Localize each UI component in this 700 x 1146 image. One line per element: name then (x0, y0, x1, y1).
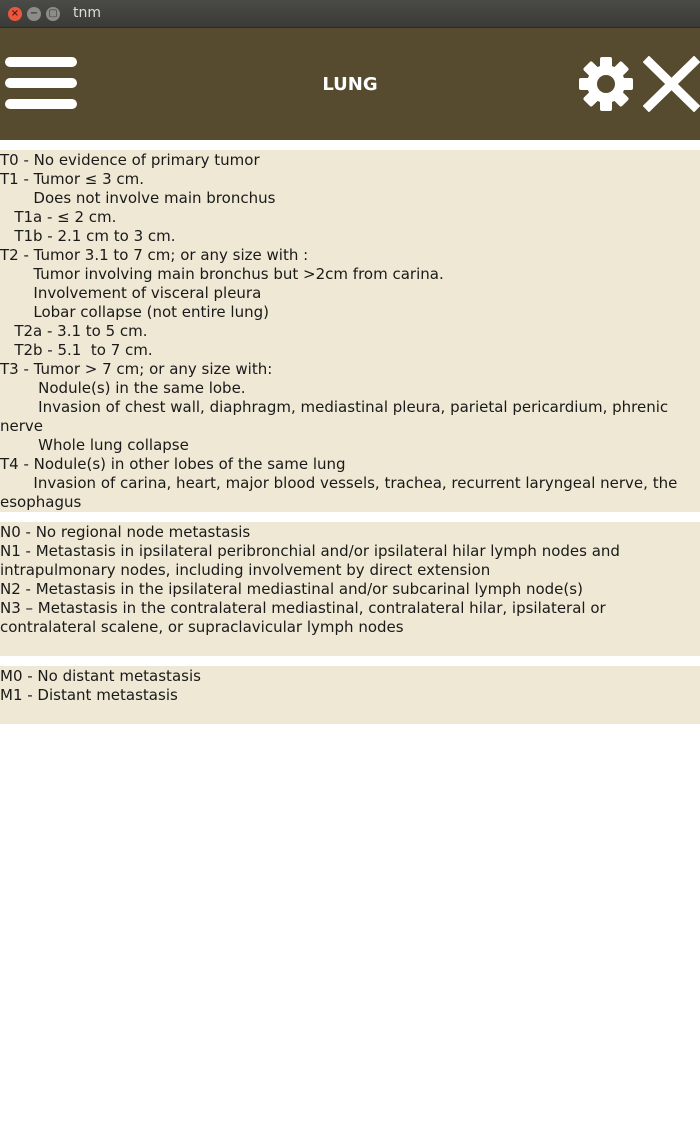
tumor-line: Does not involve main bronchus (0, 189, 276, 207)
tumor-line: T1a - ≤ 2 cm. (0, 208, 117, 226)
tumor-section (0, 150, 700, 512)
window-title: tnm (73, 5, 101, 21)
tumor-line: T1b - 2.1 cm to 3 cm. (0, 227, 176, 245)
metastasis-line: M0 - No distant metastasis (0, 667, 201, 685)
node-line: N2 - Metastasis in the ipsilateral mediastinal and/or subcarinal lymph node(s) (0, 580, 583, 598)
metastasis-section (0, 666, 700, 724)
gear-icon[interactable] (578, 56, 634, 112)
close-icon[interactable] (643, 56, 700, 112)
metastasis-line: M1 - Distant metastasis (0, 686, 178, 704)
window-titlebar (0, 0, 700, 28)
tumor-line: Whole lung collapse (0, 436, 189, 454)
tumor-line: T3 - Tumor > 7 cm; or any size with: (0, 360, 273, 378)
window-minimize-button[interactable]: − (27, 7, 41, 21)
tumor-line: Nodule(s) in the same lobe. (0, 379, 246, 397)
window-maximize-button[interactable]: ▢ (46, 7, 60, 21)
node-line: N1 - Metastasis in ipsilateral peribronchial and/or ipsilateral hilar lymph nodes and intrapulmonary nodes, including involvement by direct extension (0, 542, 625, 579)
menu-icon[interactable] (5, 56, 77, 110)
window-close-button[interactable]: × (8, 7, 22, 21)
app-header (0, 28, 700, 140)
tumor-line: T2 - Tumor 3.1 to 7 cm; or any size with : (0, 246, 309, 264)
node-line: N3 – Metastasis in the contralateral mediastinal, contralateral hilar, ipsilateral or contralateral scalene, or supraclavicular lymph nodes (0, 599, 611, 636)
tumor-line: Invasion of chest wall, diaphragm, mediastinal pleura, parietal pericardium, phrenic nerve (0, 398, 673, 435)
tumor-line: Tumor involving main bronchus but >2cm from carina. (0, 265, 444, 283)
node-line: N0 - No regional node metastasis (0, 523, 251, 541)
node-section (0, 522, 700, 656)
tumor-line: Involvement of visceral pleura (0, 284, 262, 302)
tumor-line: T0 - No evidence of primary tumor (0, 151, 260, 169)
tumor-line: T2a - 3.1 to 5 cm. (0, 322, 148, 340)
tumor-line: T1 - Tumor ≤ 3 cm. (0, 170, 145, 188)
tumor-line: Invasion of carina, heart, major blood vessels, trachea, recurrent laryngeal nerve, the esophagus (0, 474, 683, 511)
page-title: LUNG (322, 74, 378, 95)
tumor-line: T2b - 5.1 to 7 cm. (0, 341, 153, 359)
tumor-line: T4 - Nodule(s) in other lobes of the same lung (0, 455, 346, 473)
tumor-line: Lobar collapse (not entire lung) (0, 303, 269, 321)
